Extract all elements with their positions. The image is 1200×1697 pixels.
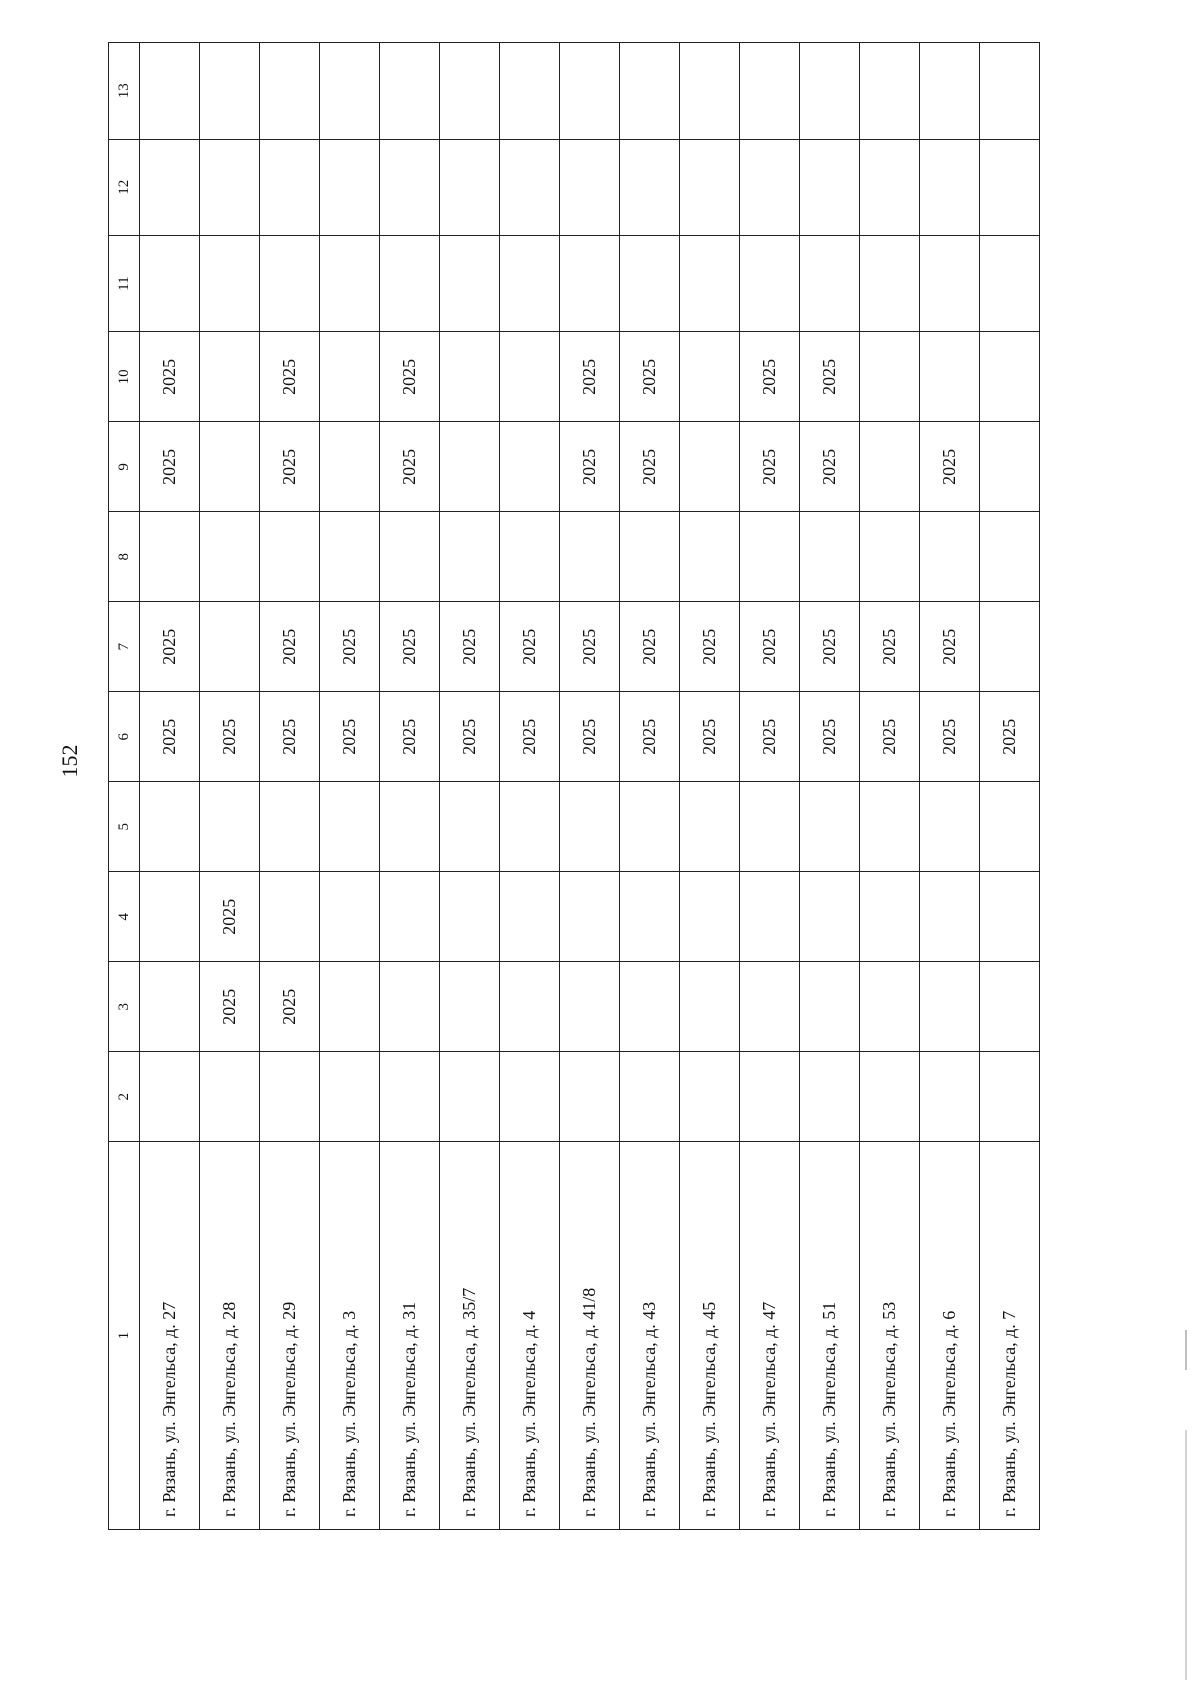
- year-cell: [380, 43, 440, 140]
- year-cell: [860, 235, 920, 331]
- table-row: [560, 43, 620, 1530]
- year-cell: [800, 962, 860, 1052]
- year-cell: [680, 332, 740, 422]
- year-cell: [620, 43, 680, 140]
- year-cell: [560, 782, 620, 872]
- year-cell: 2025: [440, 602, 500, 692]
- year-cell: [860, 422, 920, 512]
- year-cell: 2025: [500, 602, 560, 692]
- year-cell: [200, 1052, 260, 1142]
- year-cell: [320, 512, 380, 602]
- year-cell: [680, 512, 740, 602]
- year-cell: [500, 332, 560, 422]
- year-cell: [920, 235, 980, 331]
- address-cell: г. Рязань, ул. Энгельса, д. 47: [740, 1142, 800, 1530]
- year-cell: [500, 962, 560, 1052]
- year-cell: [920, 139, 980, 235]
- year-cell: [440, 872, 500, 962]
- year-cell: [440, 422, 500, 512]
- year-cell: [140, 512, 200, 602]
- column-number-5: 5: [109, 782, 140, 872]
- year-cell: [920, 872, 980, 962]
- year-cell: [500, 872, 560, 962]
- year-cell: [860, 962, 920, 1052]
- year-cell: [500, 139, 560, 235]
- year-cell: 2025: [140, 332, 200, 422]
- column-number-1: 1: [109, 1142, 140, 1530]
- year-cell: [740, 235, 800, 331]
- year-cell: [440, 139, 500, 235]
- year-cell: [620, 139, 680, 235]
- year-cell: [980, 782, 1040, 872]
- year-cell: [620, 235, 680, 331]
- year-cell: [260, 512, 320, 602]
- year-cell: 2025: [620, 692, 680, 782]
- year-cell: [440, 962, 500, 1052]
- year-cell: 2025: [980, 692, 1040, 782]
- year-cell: [440, 1052, 500, 1142]
- year-cell: [560, 43, 620, 140]
- table-row: [980, 43, 1040, 1530]
- year-cell: 2025: [620, 422, 680, 512]
- year-cell: [620, 962, 680, 1052]
- address-cell: г. Рязань, ул. Энгельса, д. 6: [920, 1142, 980, 1530]
- scan-edge-mark: [1185, 1430, 1187, 1680]
- year-cell: [380, 782, 440, 872]
- year-cell: [860, 782, 920, 872]
- table-row: [200, 43, 260, 1530]
- year-cell: [680, 782, 740, 872]
- year-cell: [800, 512, 860, 602]
- year-cell: [260, 139, 320, 235]
- year-cell: [320, 872, 380, 962]
- year-cell: [380, 962, 440, 1052]
- year-cell: [860, 512, 920, 602]
- year-cell: [500, 1052, 560, 1142]
- year-cell: [680, 962, 740, 1052]
- year-cell: [560, 962, 620, 1052]
- year-cell: [680, 872, 740, 962]
- year-cell: 2025: [260, 602, 320, 692]
- table-row: [740, 43, 800, 1530]
- year-cell: [500, 782, 560, 872]
- year-cell: 2025: [740, 332, 800, 422]
- year-cell: 2025: [620, 602, 680, 692]
- year-cell: [440, 332, 500, 422]
- year-cell: 2025: [800, 332, 860, 422]
- address-cell: г. Рязань, ул. Энгельса, д. 28: [200, 1142, 260, 1530]
- year-cell: [800, 235, 860, 331]
- year-cell: [740, 512, 800, 602]
- column-number-2: 2: [109, 1052, 140, 1142]
- column-number-row: [109, 43, 140, 1530]
- year-cell: [980, 512, 1040, 602]
- year-cell: [860, 332, 920, 422]
- year-cell: [980, 139, 1040, 235]
- year-cell: [920, 512, 980, 602]
- table-row: [140, 43, 200, 1530]
- year-cell: 2025: [560, 692, 620, 782]
- year-cell: [680, 422, 740, 512]
- column-number-12: 12: [109, 139, 140, 235]
- address-cell: г. Рязань, ул. Энгельса, д. 43: [620, 1142, 680, 1530]
- year-cell: 2025: [320, 692, 380, 782]
- year-cell: 2025: [800, 692, 860, 782]
- year-cell: [620, 872, 680, 962]
- year-cell: 2025: [320, 602, 380, 692]
- year-cell: [800, 1052, 860, 1142]
- year-cell: 2025: [500, 692, 560, 782]
- year-cell: [260, 43, 320, 140]
- year-cell: [320, 422, 380, 512]
- year-cell: [140, 962, 200, 1052]
- table-row: [440, 43, 500, 1530]
- year-cell: [860, 1052, 920, 1142]
- year-cell: 2025: [380, 602, 440, 692]
- year-cell: [200, 512, 260, 602]
- year-cell: 2025: [740, 692, 800, 782]
- year-cell: [740, 1052, 800, 1142]
- year-cell: [920, 962, 980, 1052]
- year-cell: [200, 332, 260, 422]
- year-cell: [320, 235, 380, 331]
- year-cell: [260, 872, 320, 962]
- year-cell: 2025: [680, 692, 740, 782]
- year-cell: [380, 139, 440, 235]
- rotated-table-wrapper: [108, 42, 1040, 1530]
- column-number-13: 13: [109, 43, 140, 140]
- year-cell: [320, 1052, 380, 1142]
- year-cell: [680, 235, 740, 331]
- scan-edge-mark: [1185, 1330, 1187, 1370]
- year-cell: [500, 422, 560, 512]
- year-cell: [800, 43, 860, 140]
- year-cell: [740, 782, 800, 872]
- address-cell: г. Рязань, ул. Энгельса, д. 27: [140, 1142, 200, 1530]
- year-cell: [920, 782, 980, 872]
- year-cell: [260, 1052, 320, 1142]
- year-cell: [680, 1052, 740, 1142]
- year-cell: [440, 43, 500, 140]
- address-cell: г. Рязань, ул. Энгельса, д. 41/8: [560, 1142, 620, 1530]
- year-cell: [380, 235, 440, 331]
- year-cell: [620, 512, 680, 602]
- year-cell: [620, 1052, 680, 1142]
- year-cell: 2025: [560, 422, 620, 512]
- year-cell: [560, 512, 620, 602]
- column-number-7: 7: [109, 602, 140, 692]
- year-cell: [140, 235, 200, 331]
- year-cell: [440, 782, 500, 872]
- table-row: [260, 43, 320, 1530]
- year-cell: 2025: [380, 332, 440, 422]
- table-row: [680, 43, 740, 1530]
- year-cell: [500, 235, 560, 331]
- year-cell: [980, 235, 1040, 331]
- year-cell: [560, 1052, 620, 1142]
- year-cell: [140, 872, 200, 962]
- year-cell: [140, 782, 200, 872]
- year-cell: [980, 872, 1040, 962]
- year-cell: [920, 1052, 980, 1142]
- column-number-9: 9: [109, 422, 140, 512]
- year-cell: 2025: [380, 422, 440, 512]
- year-cell: 2025: [920, 692, 980, 782]
- year-cell: [740, 139, 800, 235]
- table-row: [920, 43, 980, 1530]
- address-cell: г. Рязань, ул. Энгельса, д. 53: [860, 1142, 920, 1530]
- year-cell: [980, 422, 1040, 512]
- year-cell: [980, 1052, 1040, 1142]
- table-row: [800, 43, 860, 1530]
- year-cell: [680, 139, 740, 235]
- year-cell: 2025: [620, 332, 680, 422]
- year-cell: [740, 962, 800, 1052]
- year-cell: 2025: [200, 962, 260, 1052]
- table-row: [860, 43, 920, 1530]
- year-cell: 2025: [260, 962, 320, 1052]
- year-cell: [860, 872, 920, 962]
- year-cell: 2025: [560, 332, 620, 422]
- address-cell: г. Рязань, ул. Энгельса, д. 45: [680, 1142, 740, 1530]
- year-cell: 2025: [800, 602, 860, 692]
- column-number-4: 4: [109, 872, 140, 962]
- year-cell: [980, 602, 1040, 692]
- year-cell: [380, 872, 440, 962]
- year-cell: 2025: [860, 602, 920, 692]
- year-cell: 2025: [140, 602, 200, 692]
- year-cell: 2025: [920, 422, 980, 512]
- year-cell: 2025: [200, 692, 260, 782]
- year-cell: [440, 235, 500, 331]
- table-body: [109, 43, 1040, 1530]
- year-cell: [740, 43, 800, 140]
- page-number: 152: [57, 744, 82, 778]
- year-cell: [320, 782, 380, 872]
- year-cell: 2025: [560, 602, 620, 692]
- year-cell: [980, 332, 1040, 422]
- year-cell: [140, 1052, 200, 1142]
- year-cell: [200, 235, 260, 331]
- year-cell: 2025: [260, 422, 320, 512]
- year-cell: [620, 782, 680, 872]
- year-cell: 2025: [260, 692, 320, 782]
- year-cell: [560, 235, 620, 331]
- year-cell: 2025: [860, 692, 920, 782]
- year-cell: 2025: [740, 422, 800, 512]
- table-row: [500, 43, 560, 1530]
- year-cell: [860, 43, 920, 140]
- year-cell: [320, 332, 380, 422]
- address-cell: г. Рязань, ул. Энгельса, д. 35/7: [440, 1142, 500, 1530]
- year-cell: [260, 235, 320, 331]
- year-cell: [980, 43, 1040, 140]
- year-cell: 2025: [200, 872, 260, 962]
- year-cell: [800, 782, 860, 872]
- year-cell: 2025: [680, 602, 740, 692]
- address-cell: г. Рязань, ул. Энгельса, д. 7: [980, 1142, 1040, 1530]
- year-cell: [740, 872, 800, 962]
- year-cell: [380, 512, 440, 602]
- year-cell: [200, 602, 260, 692]
- year-cell: [920, 43, 980, 140]
- year-cell: [500, 512, 560, 602]
- column-number-10: 10: [109, 332, 140, 422]
- year-cell: [440, 512, 500, 602]
- year-cell: [260, 782, 320, 872]
- year-cell: 2025: [800, 422, 860, 512]
- year-cell: 2025: [140, 692, 200, 782]
- year-cell: 2025: [140, 422, 200, 512]
- year-cell: [140, 43, 200, 140]
- address-cell: г. Рязань, ул. Энгельса, д. 4: [500, 1142, 560, 1530]
- year-cell: [200, 782, 260, 872]
- table-row: [380, 43, 440, 1530]
- year-cell: [200, 422, 260, 512]
- year-cell: [200, 139, 260, 235]
- year-cell: [800, 872, 860, 962]
- year-cell: 2025: [380, 692, 440, 782]
- schedule-table: [108, 42, 1040, 1530]
- address-cell: г. Рязань, ул. Энгельса, д. 29: [260, 1142, 320, 1530]
- table-row: [320, 43, 380, 1530]
- column-number-3: 3: [109, 962, 140, 1052]
- table-row: [620, 43, 680, 1530]
- year-cell: [200, 43, 260, 140]
- year-cell: 2025: [920, 602, 980, 692]
- year-cell: 2025: [260, 332, 320, 422]
- year-cell: [500, 43, 560, 140]
- year-cell: [920, 332, 980, 422]
- year-cell: 2025: [440, 692, 500, 782]
- year-cell: [320, 139, 380, 235]
- year-cell: [860, 139, 920, 235]
- year-cell: [800, 139, 860, 235]
- year-cell: [380, 1052, 440, 1142]
- year-cell: [680, 43, 740, 140]
- year-cell: [980, 962, 1040, 1052]
- year-cell: [140, 139, 200, 235]
- year-cell: [560, 872, 620, 962]
- year-cell: [320, 43, 380, 140]
- column-number-6: 6: [109, 692, 140, 782]
- column-number-11: 11: [109, 235, 140, 331]
- address-cell: г. Рязань, ул. Энгельса, д. 51: [800, 1142, 860, 1530]
- address-cell: г. Рязань, ул. Энгельса, д. 3: [320, 1142, 380, 1530]
- year-cell: [320, 962, 380, 1052]
- year-cell: [560, 139, 620, 235]
- address-cell: г. Рязань, ул. Энгельса, д. 31: [380, 1142, 440, 1530]
- year-cell: 2025: [740, 602, 800, 692]
- column-number-8: 8: [109, 512, 140, 602]
